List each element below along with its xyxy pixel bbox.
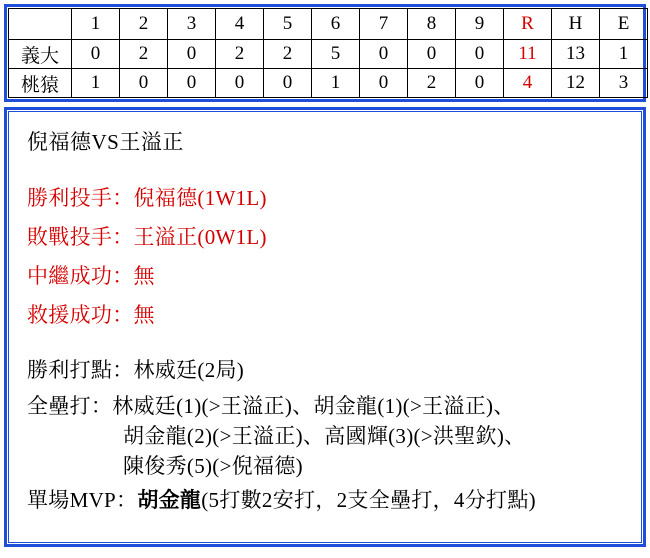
away-inning-9: 0 <box>456 40 504 69</box>
home-inning-3: 0 <box>168 69 216 98</box>
home-inning-4: 0 <box>216 69 264 98</box>
away-inning-1: 0 <box>72 40 120 69</box>
away-inning-4: 2 <box>216 40 264 69</box>
header-inning-5: 5 <box>264 9 312 40</box>
header-errors: E <box>600 9 648 40</box>
home-inning-5: 0 <box>264 69 312 98</box>
away-runs: 11 <box>504 40 552 69</box>
away-inning-3: 0 <box>168 40 216 69</box>
away-hits: 13 <box>552 40 600 69</box>
away-inning-8: 0 <box>408 40 456 69</box>
winning-pitcher-line: 勝利投手：倪福德(1W1L) <box>27 186 267 210</box>
header-inning-8: 8 <box>408 9 456 40</box>
winning-rbi-line: 勝利打點：林威廷(2局) <box>27 358 245 382</box>
home-inning-1: 1 <box>72 69 120 98</box>
header-runs: R <box>504 9 552 40</box>
header-inning-4: 4 <box>216 9 264 40</box>
header-inning-3: 3 <box>168 9 216 40</box>
linescore-container <box>4 4 646 102</box>
matchup-line: 倪福德VS王溢正 <box>27 130 184 154</box>
header-inning-2: 2 <box>120 9 168 40</box>
home-inning-2: 0 <box>120 69 168 98</box>
away-inning-5: 2 <box>264 40 312 69</box>
table-header-row <box>9 9 648 40</box>
game-detail-box <box>4 107 646 547</box>
losing-pitcher-line: 敗戰投手：王溢正(0W1L) <box>27 225 267 249</box>
header-inning-6: 6 <box>312 9 360 40</box>
homerun-block <box>27 390 627 480</box>
home-inning-8: 2 <box>408 69 456 98</box>
home-errors: 3 <box>600 69 648 98</box>
mvp-player-name: 胡金龍 <box>137 488 202 512</box>
mvp-label: 單場MVP： <box>27 488 138 512</box>
away-inning-7: 0 <box>360 40 408 69</box>
mvp-line <box>27 484 627 514</box>
homerun-text-1: 林威廷(1)(>王溢正)、胡金龍(1)(>王溢正)、 <box>112 394 515 418</box>
header-inning-9: 9 <box>456 9 504 40</box>
save-line: 救援成功：無 <box>27 303 155 327</box>
homerun-line-1 <box>27 390 627 420</box>
header-hits: H <box>552 9 600 40</box>
header-inning-7: 7 <box>360 9 408 40</box>
away-inning-2: 2 <box>120 40 168 69</box>
team-name-home: 桃猿 <box>9 69 72 98</box>
hold-line: 中繼成功：無 <box>27 264 155 288</box>
away-inning-6: 5 <box>312 40 360 69</box>
home-inning-9: 0 <box>456 69 504 98</box>
homerun-line-3: 陳俊秀(5)(>倪福德) <box>123 454 303 478</box>
home-inning-6: 1 <box>312 69 360 98</box>
team-name-away: 義大 <box>9 40 72 69</box>
section-spacer <box>23 338 627 354</box>
header-inning-1: 1 <box>72 9 120 40</box>
mvp-stats: (5打數2安打，2支全壘打，4分打點) <box>201 488 536 512</box>
away-errors: 1 <box>600 40 648 69</box>
game-detail-inner <box>8 111 642 543</box>
table-row <box>9 40 648 69</box>
header-corner <box>9 9 72 40</box>
linescore-table <box>8 8 648 98</box>
home-inning-7: 0 <box>360 69 408 98</box>
homerun-label: 全壘打： <box>27 394 113 418</box>
table-row <box>9 69 648 98</box>
homerun-line-2: 胡金龍(2)(>王溢正)、高國輝(3)(>洪聖欽)、 <box>123 424 526 448</box>
home-hits: 12 <box>552 69 600 98</box>
home-runs: 4 <box>504 69 552 98</box>
